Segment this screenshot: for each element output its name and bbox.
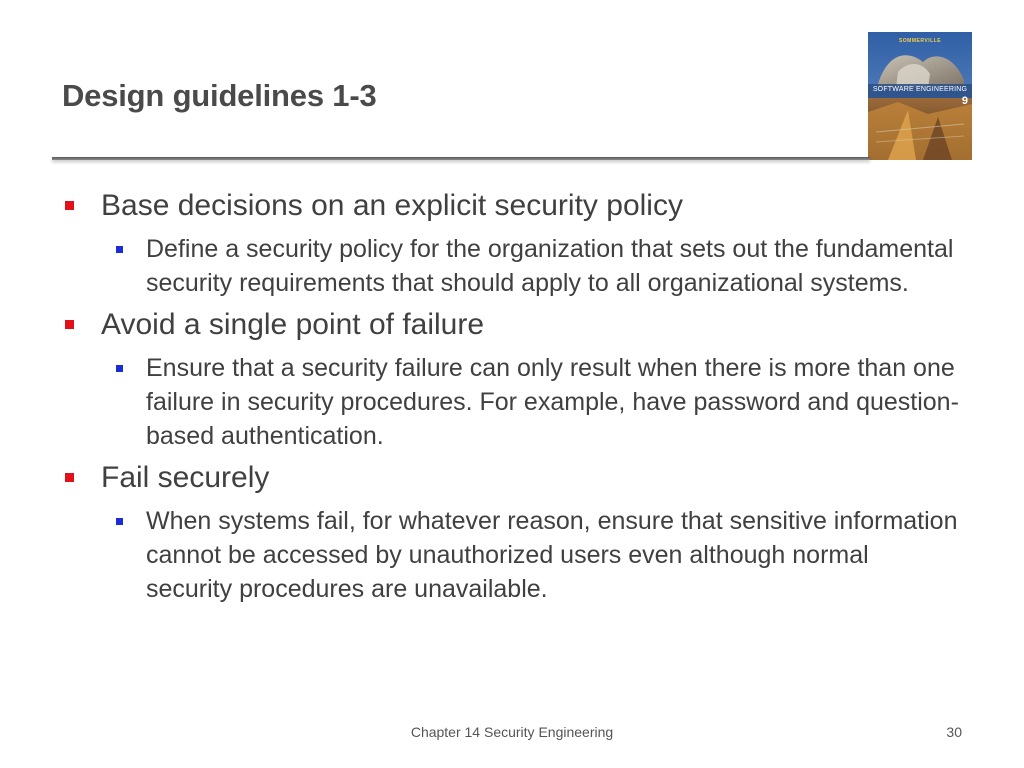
sub-bullet-item: Ensure that a security failure can only result when there is more than one failure in security procedures. For example, have password and question-based authentication. [60,351,960,453]
bullet-list [60,186,960,611]
cover-title-text: SOFTWARE ENGINEERING [872,86,968,93]
sub-bullet-list [60,504,960,606]
sub-bullet-item: Define a security policy for the organization that sets out the fundamental security requirements that should apply to all organizational systems. [60,232,960,300]
sub-bullet-list [60,351,960,453]
slide-title: Design guidelines 1-3 [62,78,377,113]
bullet-item: Base decisions on an explicit security policy [60,186,960,226]
title-divider [52,157,870,160]
bullet-item: Avoid a single point of failure [60,305,960,345]
sub-bullet-item: When systems fail, for whatever reason, ensure that sensitive information cannot be accessed by unauthorized users even although normal security procedures are unavailable. [60,504,960,606]
book-cover-artwork [868,32,972,160]
sub-bullet-list [60,232,960,300]
footer-chapter-label: Chapter 14 Security Engineering [410,724,614,740]
cover-edition-number: 9 [961,95,968,107]
book-cover-image [868,32,972,160]
page-number: 30 [946,724,962,740]
cover-author-text: SOMMERVILLE [898,38,942,44]
bullet-item: Fail securely [60,458,960,498]
